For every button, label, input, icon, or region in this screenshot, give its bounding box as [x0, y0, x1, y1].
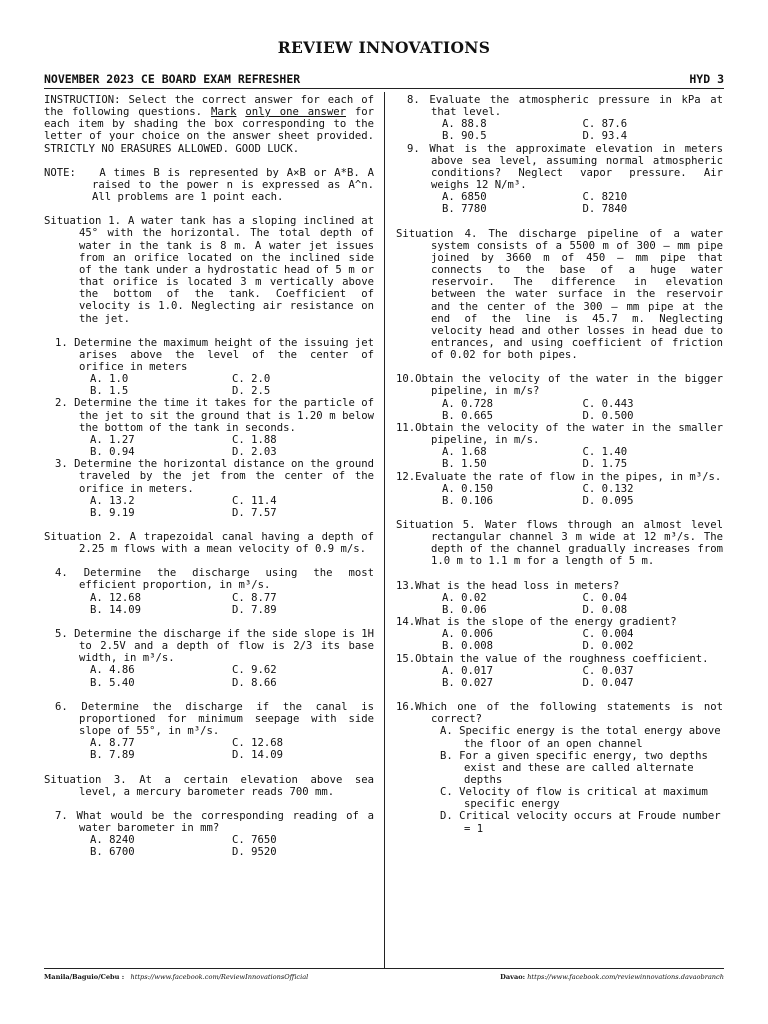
- choice: C. 0.037: [582, 664, 634, 677]
- question-2: 2. Determine the time it takes for the particle of the jet to sit the ground that is 1.20 m below the bottom of the tank in seconds.: [55, 397, 374, 434]
- footer-left: [44, 973, 308, 981]
- note-block: [44, 167, 374, 203]
- choice: A. 1.68: [442, 446, 487, 459]
- choice: B. 6700: [90, 846, 135, 859]
- question-1: 1. Determine the maximum height of the issuing jet arises above the level of the center of orifice in meters: [55, 336, 374, 373]
- choices-row: [44, 446, 374, 458]
- question-7: 7. What would be the corresponding reading of a water barometer in mm?: [55, 809, 374, 834]
- header-rule: [44, 88, 724, 89]
- choice: D. 0.08: [582, 603, 628, 616]
- choices-row: [396, 410, 723, 422]
- question-10: 10.Obtain the velocity of the water in the bigger pipeline, in m/s?: [396, 373, 723, 398]
- instruction-line: for each item by shading: [44, 106, 374, 131]
- choices-row: [44, 495, 374, 507]
- instruction-block: [44, 94, 374, 155]
- choice: C. 9.62: [232, 664, 277, 677]
- choice: D. 8.66: [232, 676, 277, 689]
- right-column: [396, 94, 723, 835]
- choice: C. 1.40: [582, 446, 628, 459]
- choice: A. 1.0: [90, 373, 129, 386]
- choices-row: [44, 834, 374, 846]
- choice: C. 12.68: [232, 737, 284, 750]
- choice: D. 7.57: [232, 506, 277, 519]
- choice: C. 87.6: [582, 118, 628, 131]
- choice: A. 0.017: [442, 664, 494, 677]
- choice: D. 93.4: [582, 130, 628, 143]
- question-6: 6. Determine the discharge if the canal is proportioned for minimum seepage with side slope of 55°, in m³/s.: [55, 700, 374, 738]
- choices-row: [396, 203, 723, 215]
- choice: C. 0.443: [582, 397, 634, 410]
- instruction-emphasis: Mark: [210, 106, 237, 119]
- choice: D. 0.002: [582, 640, 634, 653]
- question-16: 16.Which one of the following statements is not correct?: [396, 701, 723, 726]
- choice: A. 6850: [442, 191, 487, 204]
- exam-name: NOVEMBER 2023 CE BOARD EXAM REFRESHER: [44, 72, 301, 86]
- choices-row: [396, 118, 723, 130]
- situation-5: Situation 5. Water flows through an almost level rectangular channel 3 m wide at 12 m³/s. The depth of the channel gradually increases from 1.0 m to 1.1 m for a length of 5 m.: [396, 519, 723, 568]
- question-15: 15.Obtain the value of the roughness coefficient.: [396, 652, 709, 665]
- choice: B. 0.008: [442, 640, 494, 653]
- question-3: 3. Determine the horizontal distance on the ground traveled by the jet from the center of the orifice in meters.: [55, 458, 374, 495]
- choice: B. 5.40: [90, 676, 135, 689]
- footer-link[interactable]: https://www.facebook.com/ReviewInnovationsOfficial: [130, 973, 309, 981]
- choices-row: [44, 507, 374, 519]
- footer-rule: [44, 968, 724, 969]
- choice: C. 0.04: [582, 591, 628, 604]
- choice: B. 0.106: [442, 494, 494, 507]
- choice: D. 7840: [582, 203, 628, 216]
- note-text: A times B is represented by A×B or A*B. A raised to the power n is expressed as A^n. All problems are 1 point each.: [92, 166, 375, 204]
- choices-row: [44, 592, 374, 604]
- choices-row: [44, 737, 374, 749]
- choices-row: [396, 640, 723, 652]
- choices-row: [44, 677, 374, 689]
- choices-row: [396, 677, 723, 689]
- footer-branch-label: Davao:: [500, 973, 526, 981]
- choice: B. 90.5: [442, 130, 487, 143]
- footer-right: [500, 973, 724, 981]
- choice: D. 2.5: [232, 385, 271, 398]
- choice: C. 8210: [582, 191, 628, 204]
- choices-row: [396, 592, 723, 604]
- instruction-line: INSTRUCTION: Select the correct answer: [44, 94, 293, 106]
- instruction-line: STRICTLY NO ERASURES ALLOWED. GOOD LUCK.: [44, 142, 300, 155]
- situation-3: Situation 3. At a certain elevation above sea level, a mercury barometer reads 700 mm.: [44, 773, 374, 798]
- column-divider: [384, 92, 385, 968]
- choices-row: [44, 664, 374, 676]
- situation-4: Situation 4. The discharge pipeline of a water system consists of a 5500 m of 300 – mm pipe joined by 3660 m of 450 – mm pipe that connects to the base of a huge water reservoir. The difference in elevation between the water surface in the reservoir and the center of the 300 – mm pipe at the end of the line is 45.7 m. Neglecting velocity head and other losses in head due to entrances, and using coefficient of friction of 0.02 for both pipes.: [396, 227, 723, 362]
- choices-row: [44, 385, 374, 397]
- choice: A. 0.728: [442, 397, 494, 410]
- footer-link[interactable]: https://www.facebook.com/reviewinnovations.davaobranch: [527, 973, 724, 981]
- choice: B. 9.19: [90, 506, 135, 519]
- choice: D. 0.047: [582, 676, 634, 689]
- note-label: NOTE:: [44, 166, 76, 179]
- choice: A. 0.02: [442, 591, 487, 604]
- question-13: 13.What is the head loss in meters?: [396, 579, 620, 592]
- choice: A. 0.006: [442, 628, 494, 641]
- choices-row: [396, 191, 723, 203]
- situation-2: Situation 2. A trapezoidal canal having a depth of 2.25 m flows with a mean velocity of 0.9 m/s.: [44, 531, 374, 556]
- question-4: 4. Determine the discharge using the most efficient proportion, in m³/s.: [55, 567, 374, 592]
- choice: A. 88.8: [442, 118, 487, 131]
- choices-row: [44, 373, 374, 385]
- choice: D. 2.03: [232, 446, 277, 459]
- question-14: 14.What is the slope of the energy gradient?: [396, 616, 677, 629]
- choice: C. 0.132: [582, 482, 634, 495]
- choices-row: [44, 434, 374, 446]
- choice: B. 0.665: [442, 409, 494, 422]
- choice: B. 0.06: [442, 603, 487, 616]
- choice: D. Critical velocity occurs at Froude number = 1: [440, 810, 721, 835]
- choice: B. For a given specific energy, two depths exist and these are called alternate depths: [440, 749, 708, 786]
- exam-header: [44, 68, 724, 88]
- situation-1: Situation 1. A water tank has a sloping inclined at 45° with the horizontal. The total depth of water in the tank is 8 m. A water jet issues from an orifice located on the inclined side of the tank under a hydrostatic head of 5 m or that orifice is located 3 m vertically above the bottom of the tank. Coefficient of velocity is 1.0. Neglecting air resistance on the jet.: [44, 215, 374, 325]
- instruction-line: your choice on the answer sheet provided.: [108, 130, 374, 143]
- choice: B. 7.89: [90, 749, 135, 762]
- choices-row: [396, 604, 723, 616]
- footer-branch-label: Manila/Baguio/Cebu :: [44, 973, 125, 981]
- choice: A. 13.2: [90, 494, 135, 507]
- choice: C. 2.0: [232, 373, 271, 386]
- choices-row: [396, 458, 723, 470]
- choice: C. 7650: [232, 834, 277, 847]
- choice: A. 8.77: [90, 737, 135, 750]
- choice: C. 0.004: [582, 628, 634, 641]
- choices-row: [396, 665, 723, 677]
- question-5: 5. Determine the discharge if the side slope is 1H to 2.5V and a depth of flow is 2/3 its base width, in m³/s.: [55, 627, 374, 665]
- instruction-line: the box corresponding to the letter of: [44, 118, 374, 143]
- choices-row: [44, 846, 374, 858]
- page-title: REVIEW INNOVATIONS: [277, 38, 491, 57]
- choice: A. 12.68: [90, 591, 142, 604]
- question-11: 11.Obtain the velocity of the water in the smaller pipeline, in m/s.: [396, 421, 723, 447]
- choices-row: [396, 628, 723, 640]
- question-12: 12.Evaluate the rate of flow in the pipes, in m³/s.: [396, 470, 722, 483]
- subject-code: HYD 3: [689, 72, 724, 86]
- choice: D. 7.89: [232, 603, 277, 616]
- question-8: 8. Evaluate the atmospheric pressure in kPa at that level.: [407, 94, 723, 119]
- choices-row: [44, 749, 374, 761]
- choice: C. Velocity of flow is critical at maximum specific energy: [440, 786, 708, 811]
- choice: C. 1.88: [232, 433, 277, 446]
- choice: B. 1.50: [442, 458, 487, 471]
- choice: B. 0.94: [90, 446, 135, 459]
- choice: D. 0.500: [582, 409, 634, 422]
- question-9: 9. What is the approximate elevation in meters above sea level, assuming normal atmospheric conditions? Neglect vapor pressure. Air weighs 12 N/m³.: [407, 142, 723, 192]
- choice: C. 11.4: [232, 494, 277, 507]
- choice: B. 7780: [442, 203, 487, 216]
- choice: D. 14.09: [232, 749, 284, 762]
- choice: B. 1.5: [90, 385, 129, 398]
- choices-row: [396, 495, 723, 507]
- choice: D. 0.095: [582, 494, 634, 507]
- choice: B. 0.027: [442, 676, 494, 689]
- choices-row: [396, 446, 723, 458]
- choice: A. 0.150: [442, 482, 494, 495]
- choice: B. 14.09: [90, 603, 142, 616]
- choice: A. 8240: [90, 834, 135, 847]
- choices-row: [396, 130, 723, 142]
- choices-row: [44, 604, 374, 616]
- instruction-line: for each of the following questions.: [44, 94, 374, 119]
- choices-row: [396, 483, 723, 495]
- choices-row: [396, 398, 723, 410]
- choice: A. Specific energy is the total energy above the floor of an open channel: [440, 725, 721, 750]
- choice: A. 4.86: [90, 664, 135, 677]
- choice: D. 1.75: [582, 458, 628, 471]
- left-column: [44, 94, 374, 858]
- choice: C. 8.77: [232, 591, 277, 604]
- choice: A. 1.27: [90, 433, 135, 446]
- choice: D. 9520: [232, 846, 277, 859]
- instruction-emphasis: only one answer: [245, 106, 346, 119]
